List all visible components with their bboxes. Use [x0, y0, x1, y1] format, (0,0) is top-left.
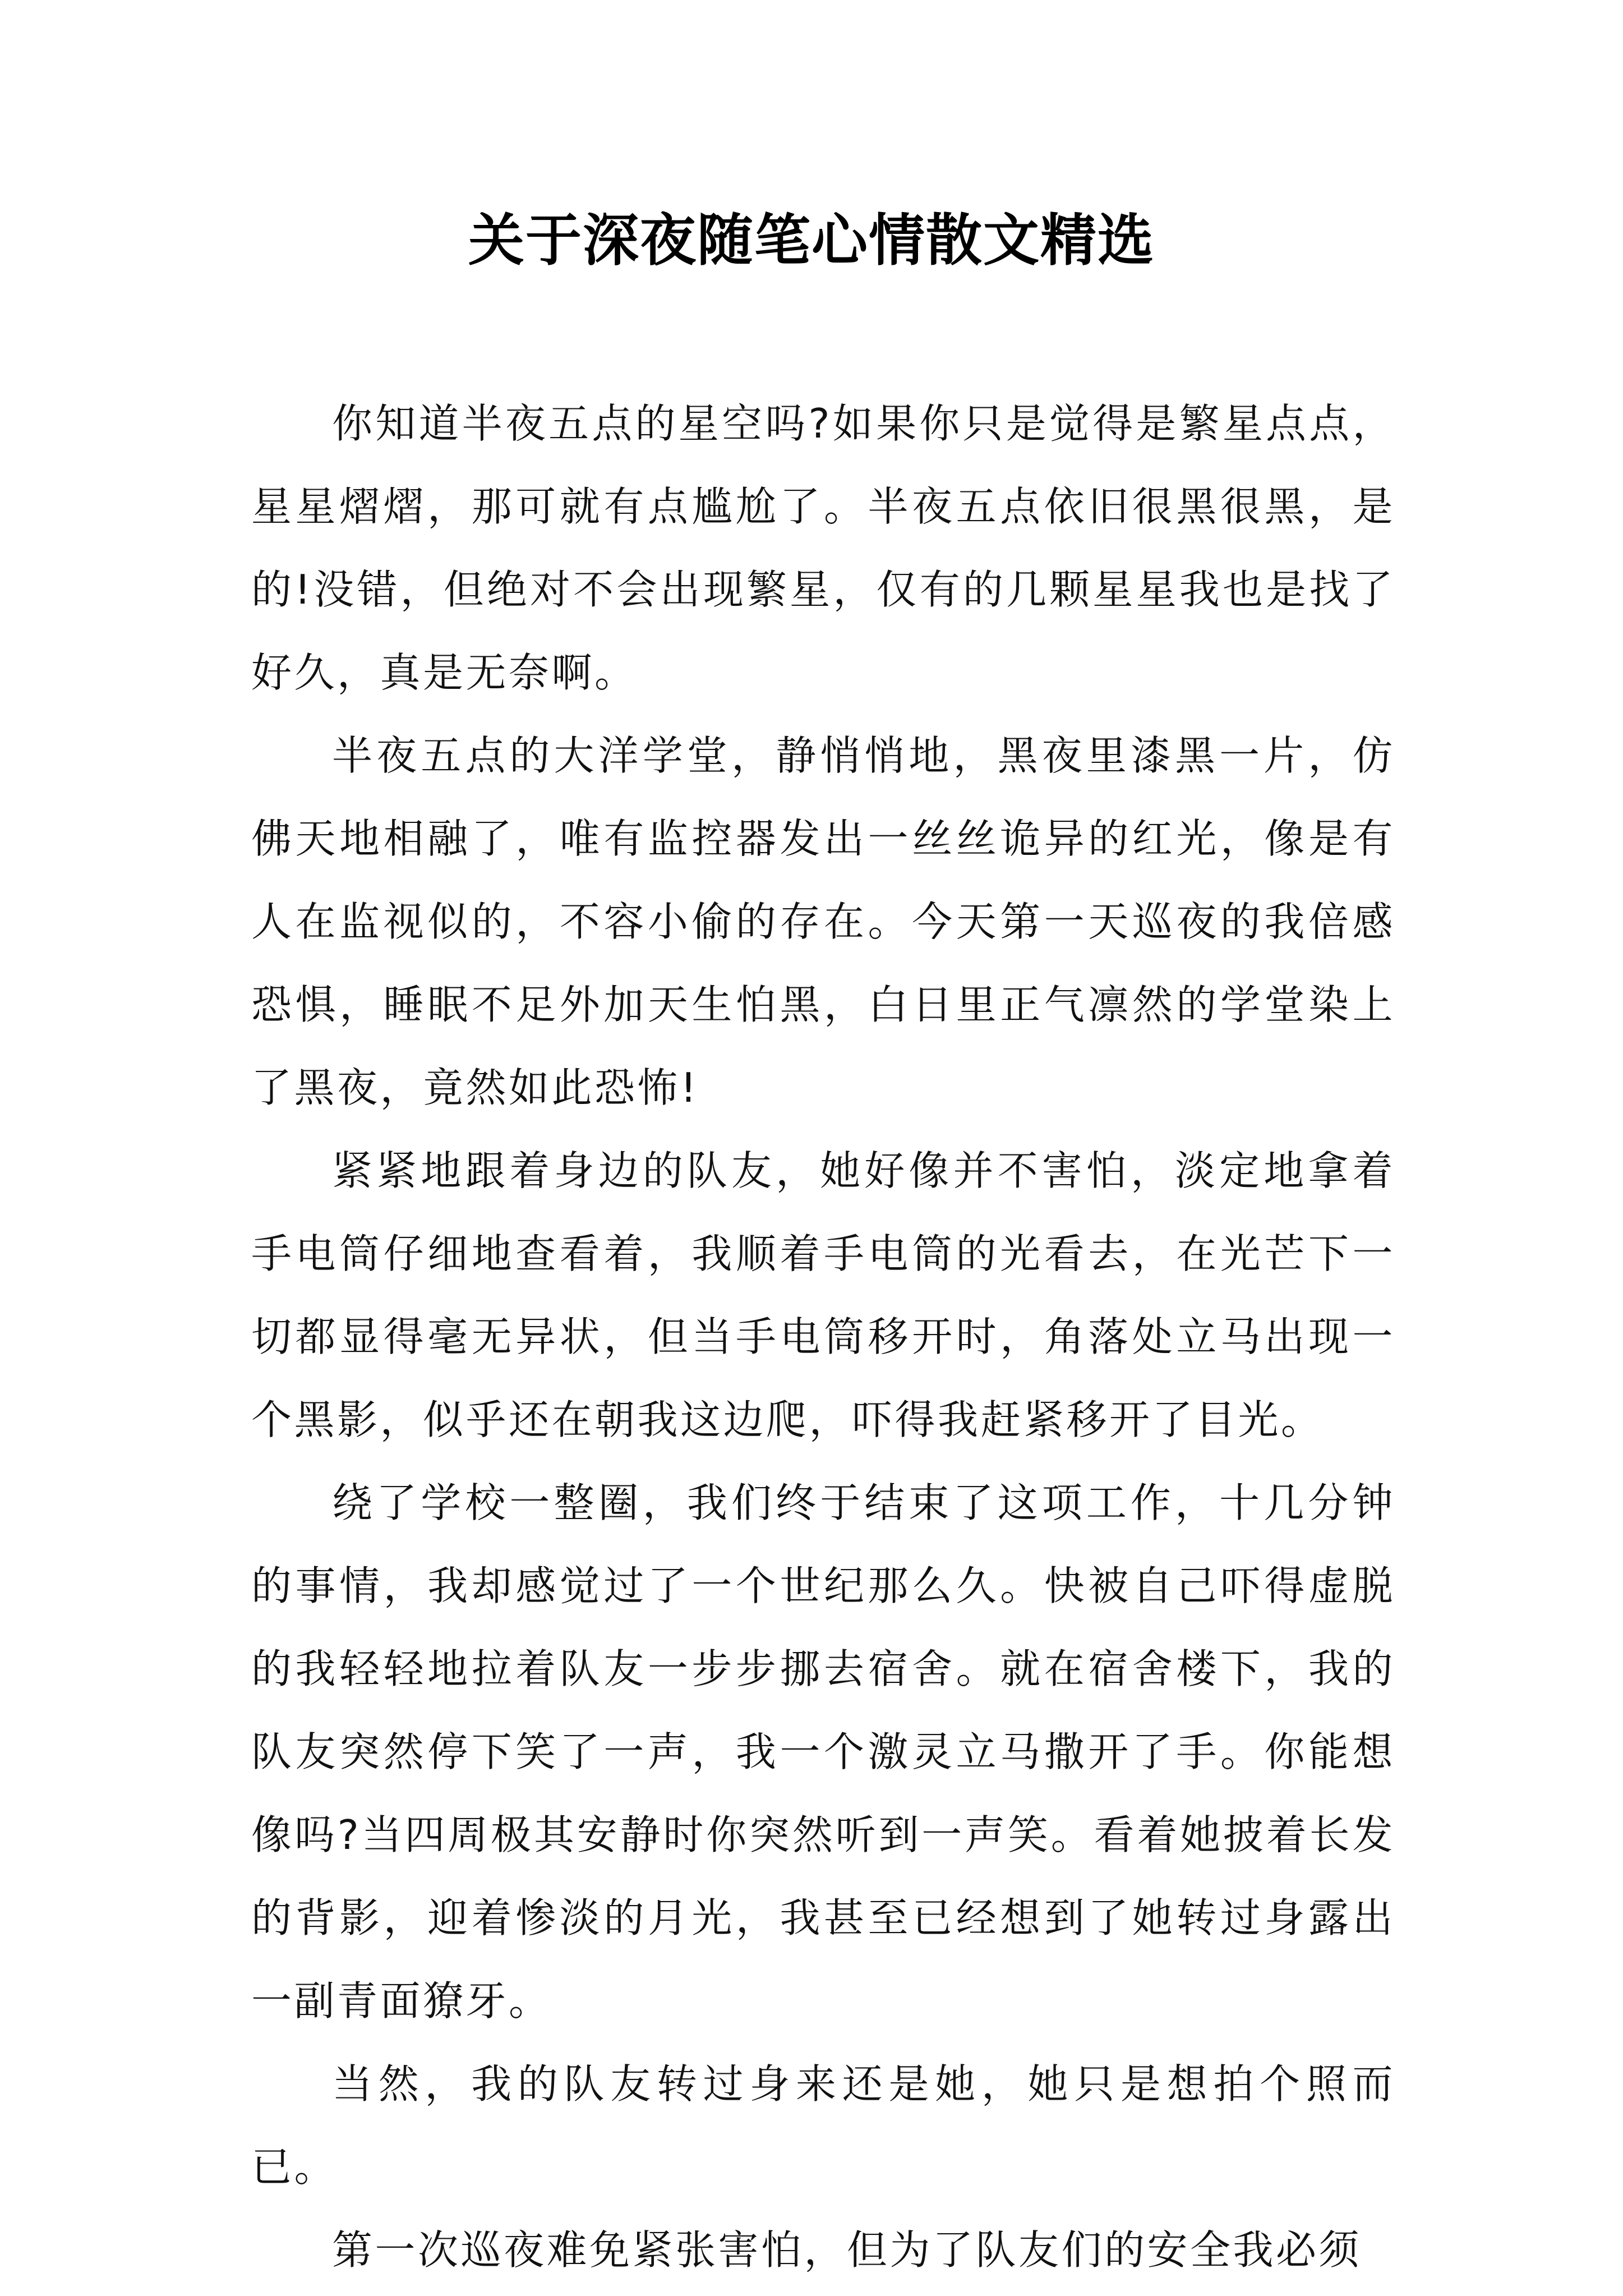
- paragraph: 绕了学校一整圈，我们终于结束了这项工作，十几分钟的事情，我却感觉过了一个世纪那么久。快被自己吓得虚脱的我轻轻地拉着队友一步步挪去宿舍。就在宿舍楼下，我的队友突然停下笑了一声，我一个激灵立马撒开了手。你能想像吗?当四周极其安静时你突然听到一声笑。看着她披着长发的背影，迎着惨淡的月光，我甚至已经想到了她转过身露出一副青面獠牙。: [251, 1479, 1395, 2024]
- paragraph: 半夜五点的大洋学堂，静悄悄地，黑夜里漆黑一片，仿佛天地相融了，唯有监控器发出一丝丝诡异的红光，像是有人在监视似的，不容小偷的存在。今天第一天巡夜的我倍感恐惧，睡眠不足外加天生怕黑，白日里正气凛然的学堂染上了黑夜，竟然如此恐怖!: [251, 732, 1395, 1111]
- paragraph: 紧紧地跟着身边的队友，她好像并不害怕，淡定地拿着手电筒仔细地查看着，我顺着手电筒的光看去，在光芒下一切都显得毫无异状，但当手电筒移开时，角落处立马出现一个黑影，似乎还在朝我这边爬，吓得我赶紧移开了目光。: [251, 1147, 1395, 1443]
- document-title: 关于深夜随笔心情散文精选: [468, 207, 1155, 273]
- paragraph: 你知道半夜五点的星空吗?如果你只是觉得是繁星点点，星星熠熠，那可就有点尴尬了。半夜五点依旧很黑很黑，是的!没错，但绝对不会出现繁星，仅有的几颗星星我也是找了好久，真是无奈啊。: [251, 400, 1395, 696]
- paragraph: 当然，我的队友转过身来还是她，她只是想拍个照而已。: [251, 2060, 1395, 2191]
- paragraph: 第一次巡夜难免紧张害怕，但为了队友们的安全我必须: [332, 2226, 1362, 2274]
- document-body: [251, 382, 1395, 2292]
